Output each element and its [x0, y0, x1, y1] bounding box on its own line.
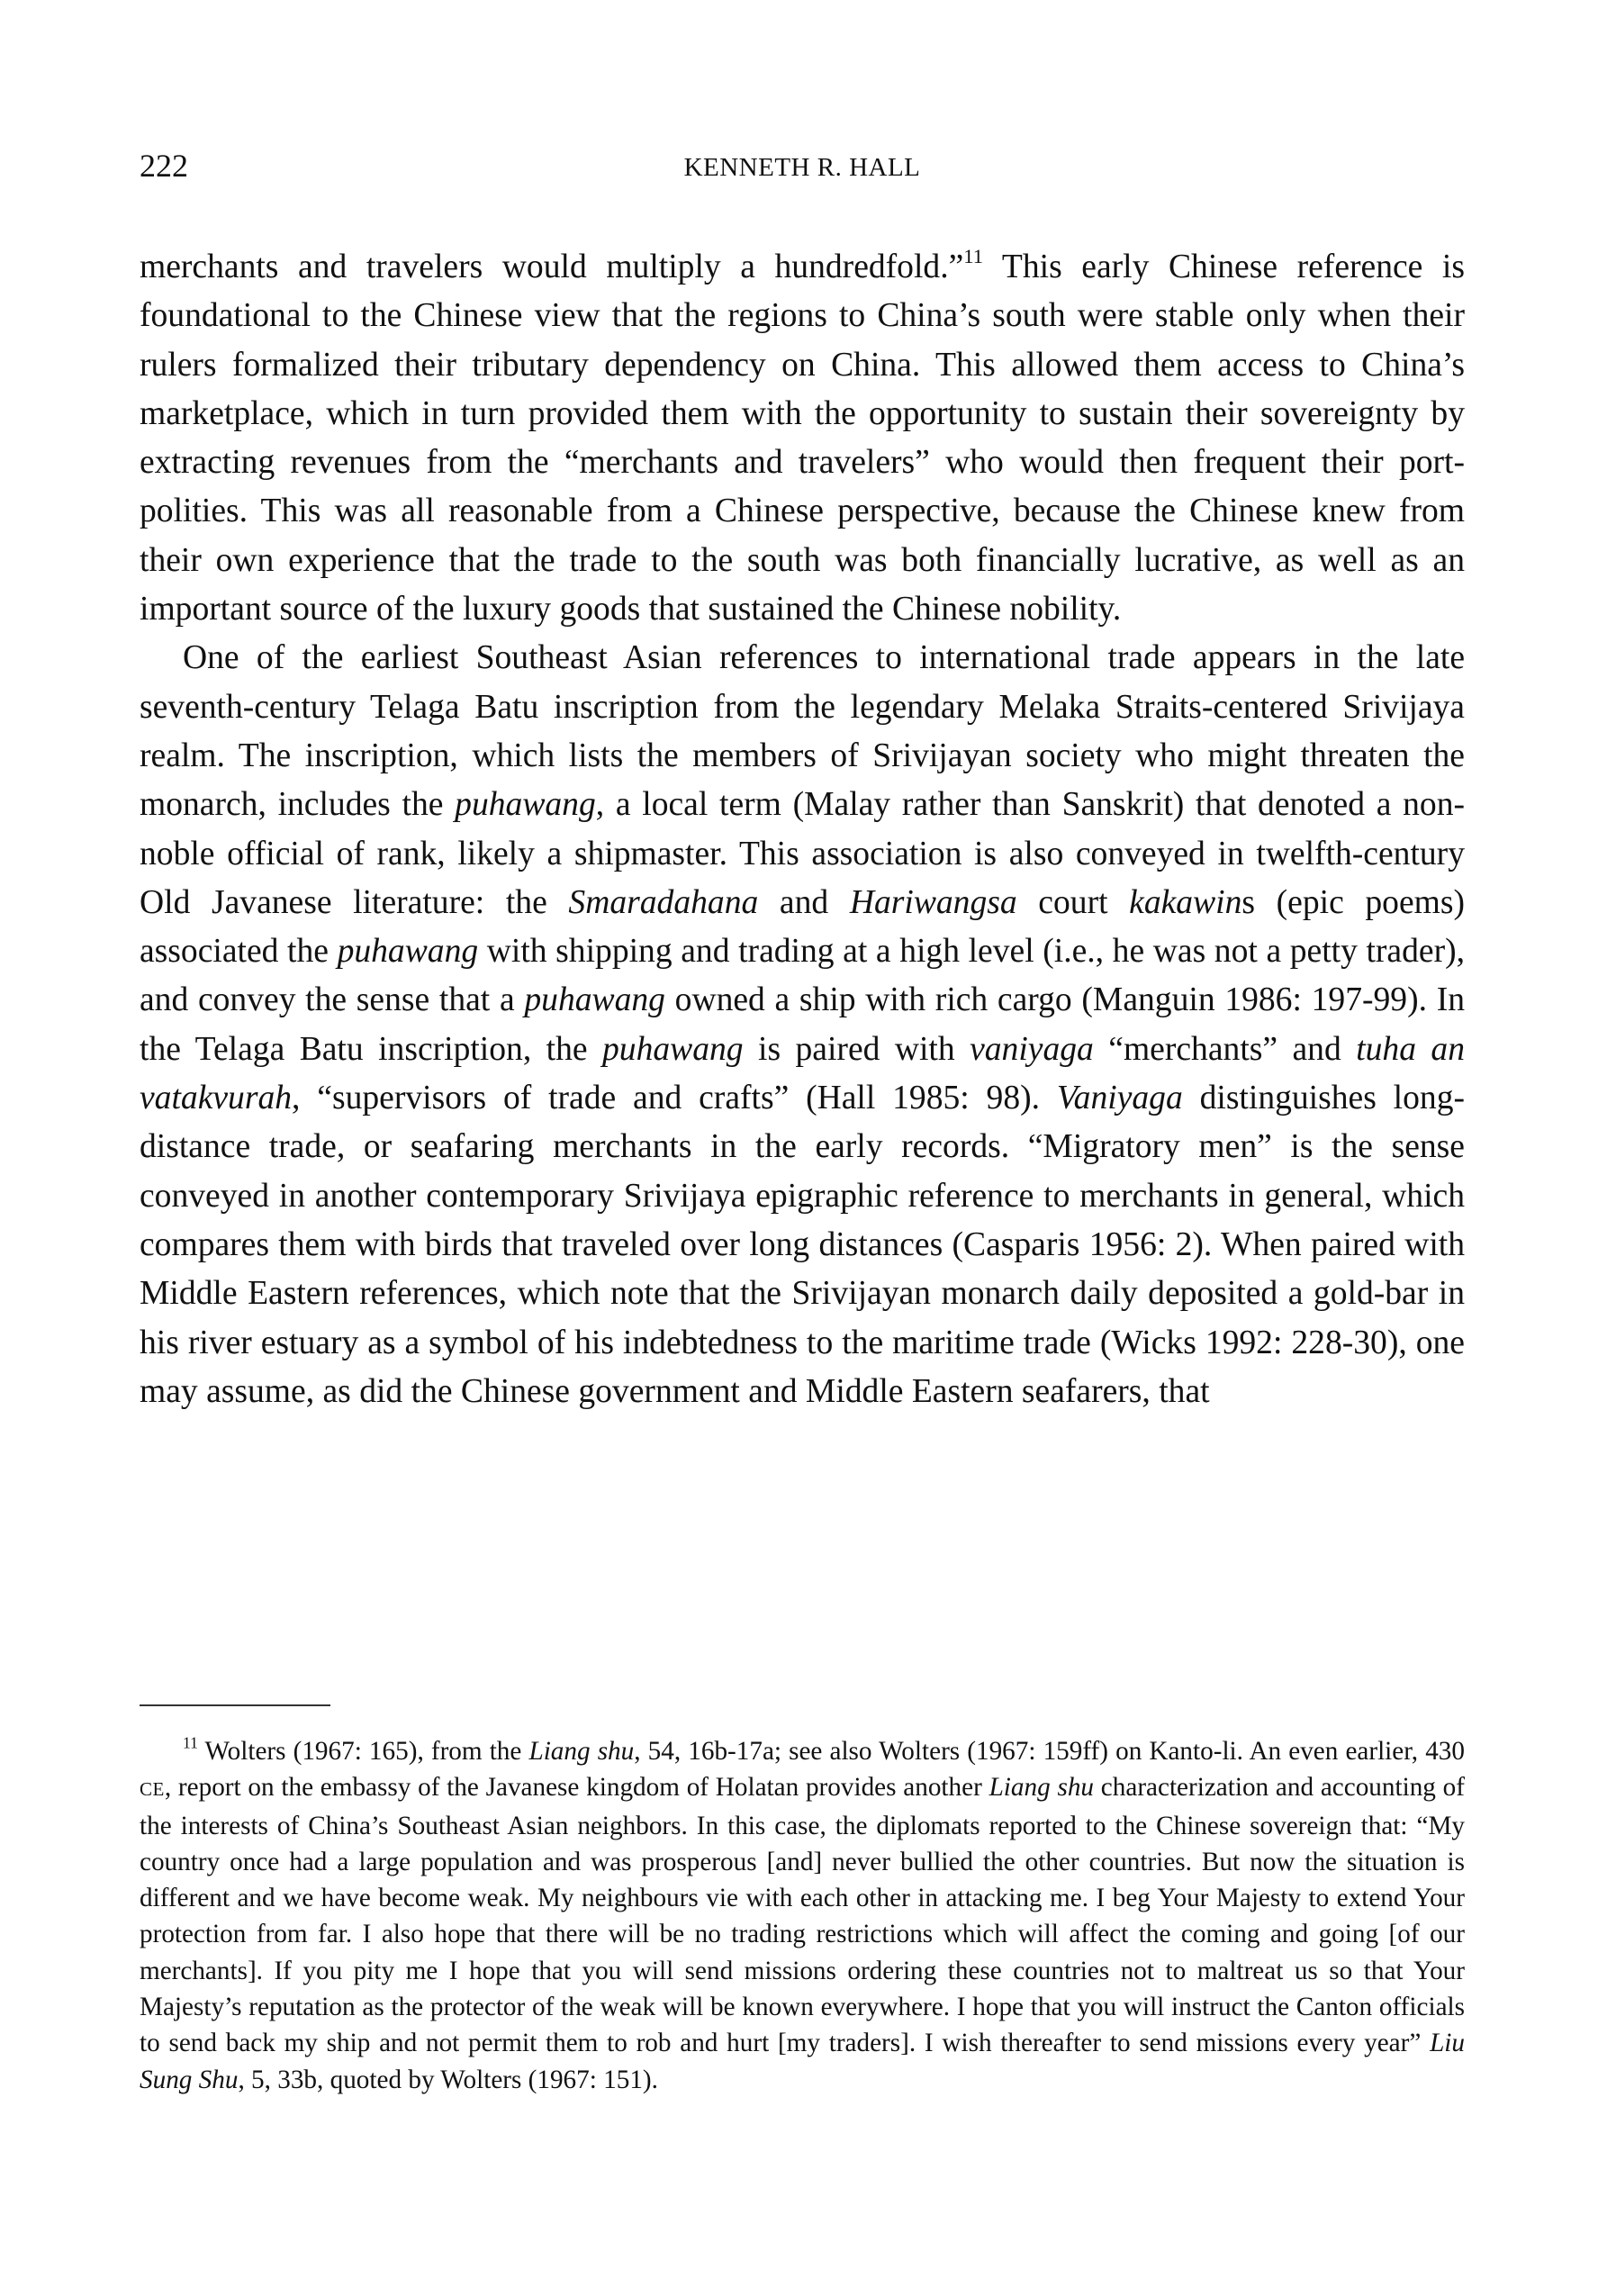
text-run: , report on the embassy of the Javanese kingdom of Holatan provides another — [164, 1773, 989, 1803]
text-run: merchants and travelers would multiply a hundredfold.” — [140, 249, 964, 285]
italic-term: kakawin — [1129, 883, 1242, 921]
text-run: owned a ship with rich cargo (Manguin 1986: 197-99). In the Telaga Batu inscription, the — [140, 981, 1465, 1068]
italic-term: Hariwangsa — [849, 883, 1017, 921]
paragraph-2 — [140, 634, 1465, 1416]
italic-term: tuha an vatakvurah — [140, 1030, 1466, 1117]
text-run: characterization and accounting of the interests of China’s Southeast Asian neighbors. In this case, the diplomats reported to the Chinese sovereign that: “My country once had a large population and was prosperous [and] never bullied the other countries. But now the situation is different and we have become weak. My neighbours vie with each other in attacking me. I beg Your Majesty to extend Your protection from far. I also hope that there will be no trading restrictions which will affect the coming and going [of our merchants]. If you pity me I hope that you will send missions ordering these countries not to maltreat us so that Your Majesty’s reputation as the protector of the weak will be known everywhere. I hope that you will instruct the Canton officials to send back my ship and not permit them to rob and hurt [my traders]. I wish thereafter to send missions every year” — [140, 1773, 1465, 2058]
footnote-divider — [140, 1704, 330, 1706]
italic-term: puhawang — [602, 1030, 744, 1068]
text-run: and — [758, 883, 850, 921]
footnote-reference: 11 — [963, 244, 983, 267]
text-run: “merchants” and — [1093, 1030, 1357, 1068]
text-run: is paired with — [743, 1030, 971, 1068]
body-text — [140, 243, 1465, 1416]
footnote-marker: 11 — [183, 1733, 198, 1752]
text-run: , a local term (Malay rather than Sanskrit) that denoted a non-noble official of rank, likely a shipmaster. This association is also conveyed in twelfth-century Old Javanese literature: the — [140, 786, 1465, 921]
italic-term: Liang shu — [989, 1773, 1095, 1803]
italic-term: Smaradahana — [568, 883, 759, 921]
italic-term: puhawang — [337, 933, 479, 971]
footnote-paragraph — [140, 1733, 1465, 2098]
page-header — [140, 146, 1465, 191]
italic-term: Liang shu — [528, 1737, 635, 1766]
paragraph-1 — [140, 243, 1465, 634]
italic-term: vaniyaga — [970, 1030, 1094, 1068]
italic-term: Liu Sung Shu — [140, 2029, 1465, 2094]
text-run: distinguishes long-distance trade, or seafaring merchants in the early records. “Migratory men” is the sense conveyed in another contemporary Srivijaya epigraphic reference to merchants in general, which compares them with birds that traveled over long distances (Casparis 1956: 2). When paired with Middle Eastern references, which note that the Srivijayan monarch daily deposited a gold-bar in his river estuary as a symbol of his indebtedness to the maritime trade (Wicks 1992: 228-30), one may assume, as did the Chinese government and Middle Eastern seafarers, that — [140, 1080, 1465, 1410]
text-run: , 5, 33b, quoted by Wolters (1967: 151). — [238, 2065, 658, 2094]
text-run: court — [1016, 883, 1130, 921]
italic-term: Vaniyaga — [1056, 1080, 1183, 1117]
text-run: One of the earliest Southeast Asian references to international trade appears in the late seventh-century Telaga Batu inscription from the legendary Melaka Straits-centered Srivijaya realm. The inscription, which lists the members of Srivijayan society who might threaten the monarch, includes the — [140, 639, 1465, 824]
small-caps-era: CE — [140, 1778, 165, 1801]
page-number: 222 — [140, 148, 188, 184]
text-run: , 54, 16b-17a; see also Wolters (1967: 159ff) on Kanto-li. An even earlier, 430 — [634, 1737, 1465, 1766]
text-run: , “supervisors of trade and crafts” (Hall 1985: 98). — [292, 1080, 1057, 1117]
running-head: KENNETH R. HALL — [683, 153, 921, 182]
text-run: This early Chinese reference is foundational to the Chinese view that the regions to China’s south were stable only when their rulers formalized their tributary dependency on China. This allowed them access to China’s marketplace, which in turn provided them with the opportunity to sustain their sovereignty by extracting revenues from the “merchants and travelers” who would then frequent their port-polities. This was all reasonable from a Chinese perspective, because the Chinese knew from their own experience that the trade to the south was both financially lucrative, as well as an important source of the luxury goods that sustained the Chinese nobility. — [140, 249, 1465, 628]
footnote-11 — [140, 1733, 1465, 2098]
text-run: s (epic poems) associated the — [140, 883, 1466, 971]
text-run: Wolters (1967: 165), from the — [197, 1737, 529, 1766]
italic-term: puhawang — [455, 786, 596, 824]
italic-term: puhawang — [524, 981, 665, 1019]
text-run: with shipping and trading at a high level (i.e., he was not a petty trader), and convey the sense that a — [140, 933, 1466, 1019]
